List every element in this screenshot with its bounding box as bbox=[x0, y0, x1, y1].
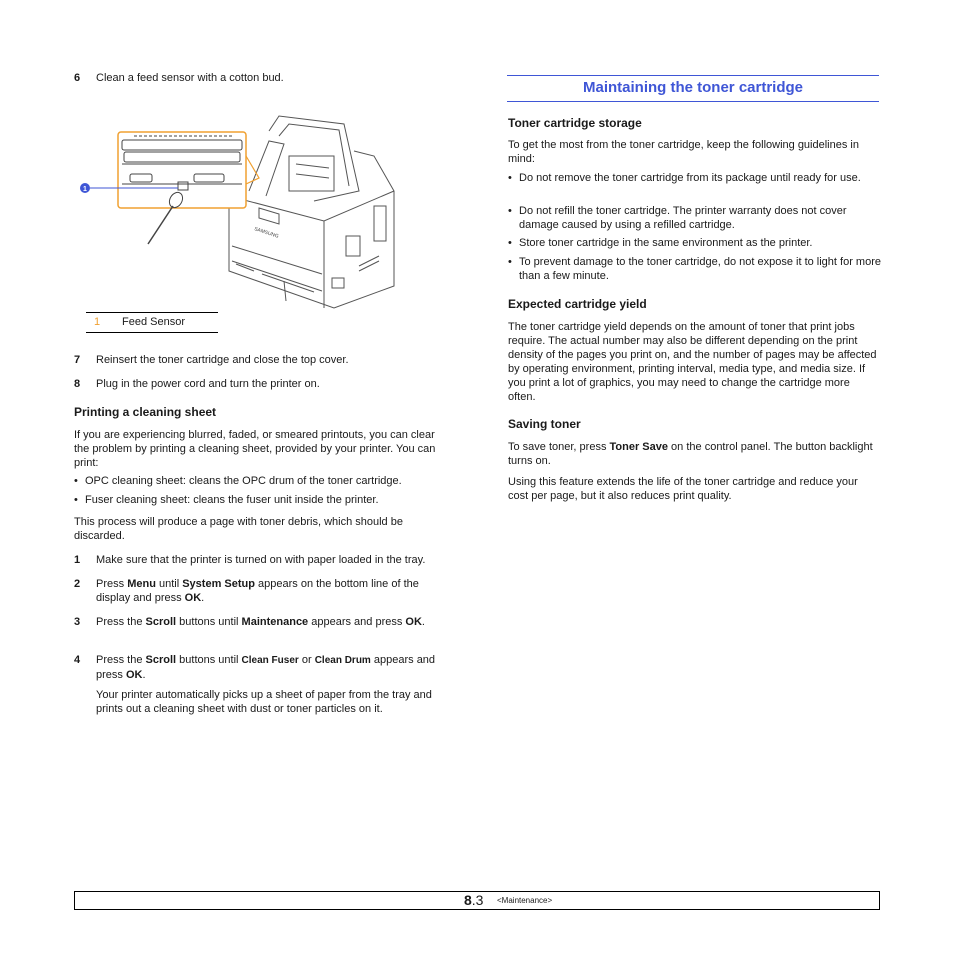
step-number: 8 bbox=[74, 378, 81, 390]
storage-intro: To get the most from the toner cartridge, keep the following guidelines in mind: bbox=[508, 139, 859, 165]
saving-text: To save toner, press Toner Save on the control panel. The button backlight turns on. bbox=[508, 441, 873, 467]
bullet-text: OPC cleaning sheet: cleans the OPC drum of the toner cartridge. bbox=[85, 475, 402, 487]
bullet-dot: • bbox=[508, 172, 512, 184]
bullet-dot: • bbox=[74, 494, 78, 506]
bullet-text: To prevent damage to the toner cartridge, do not expose it to light for more than a few minute. bbox=[519, 256, 881, 282]
step-number: 6 bbox=[74, 72, 81, 84]
callout-number: 1 bbox=[83, 186, 87, 193]
step-number: 1 bbox=[74, 554, 81, 566]
bullet-text: Do not remove the toner cartridge from its package until ready for use. bbox=[519, 172, 861, 184]
step-text: Press the Scroll buttons until Clean Fuser or Clean Drum appears and press OK. bbox=[96, 654, 436, 681]
yield-heading: Expected cartridge yield bbox=[508, 297, 647, 311]
printing-heading: Printing a cleaning sheet bbox=[74, 405, 217, 419]
bullet-text: Do not refill the toner cartridge. The printer warranty does not cover damage caused by using a refilled cartridge. bbox=[519, 205, 847, 231]
storage-heading: Toner cartridge storage bbox=[508, 116, 642, 130]
page-footer bbox=[74, 891, 880, 910]
step-text: Press the Scroll buttons until Maintenance appears and press OK. bbox=[96, 616, 425, 628]
printer-illustration bbox=[74, 96, 454, 336]
process-text: This process will produce a page with toner debris, which should be discarded. bbox=[74, 516, 403, 542]
step-number: 3 bbox=[74, 616, 81, 628]
legend-number: 1 bbox=[94, 316, 101, 328]
bullet-dot: • bbox=[508, 205, 512, 217]
bullet-dot: • bbox=[74, 475, 78, 487]
brand-text: SAMSUNG bbox=[253, 226, 280, 240]
bullet-text: Fuser cleaning sheet: cleans the fuser unit inside the printer. bbox=[85, 494, 379, 506]
step-number: 7 bbox=[74, 354, 81, 366]
step-text: Reinsert the toner cartridge and close the top cover. bbox=[96, 354, 349, 366]
figure-legend bbox=[86, 312, 218, 333]
saving-text-2: Using this feature extends the life of the toner cartridge and reduce your cost per page, but it also reduces print quality. bbox=[508, 476, 858, 502]
section-title: Maintaining the toner cartridge bbox=[507, 75, 879, 102]
saving-heading: Saving toner bbox=[508, 417, 581, 431]
footer-section: <Maintenance> bbox=[497, 896, 553, 905]
step-text: Make sure that the printer is turned on with paper loaded in the tray. bbox=[96, 554, 426, 566]
bullet-text: Store toner cartridge in the same environment as the printer. bbox=[519, 237, 813, 249]
printer-figure bbox=[74, 96, 454, 336]
legend-label: Feed Sensor bbox=[122, 316, 185, 328]
bullet-dot: • bbox=[508, 256, 512, 268]
yield-text: The toner cartridge yield depends on the amount of toner that print jobs require. The actual number may also be different depending on the print density of the pages you print on, and the number of pages may be affected by operating environment, printing interval, media type, and media size. If you print a lot of graphics, you may need to change the cartridge more often. bbox=[508, 321, 877, 403]
step-number: 2 bbox=[74, 578, 81, 590]
step-text: Plug in the power cord and turn the printer on. bbox=[96, 378, 320, 390]
step-text: Clean a feed sensor with a cotton bud. bbox=[96, 72, 284, 84]
step-text: Press Menu until System Setup appears on the bottom line of the display and press OK. bbox=[96, 578, 419, 604]
step-number: 4 bbox=[74, 654, 81, 666]
bullet-dot: • bbox=[508, 237, 512, 249]
step-4-note: Your printer automatically picks up a sheet of paper from the tray and prints out a cleaning sheet with dust or toner particles on it. bbox=[96, 689, 432, 715]
page-number: 8.3 bbox=[464, 892, 484, 908]
printing-intro: If you are experiencing blurred, faded, or smeared printouts, you can clear the problem by printing a cleaning sheet, provided by your printer. You can print: bbox=[74, 429, 436, 469]
